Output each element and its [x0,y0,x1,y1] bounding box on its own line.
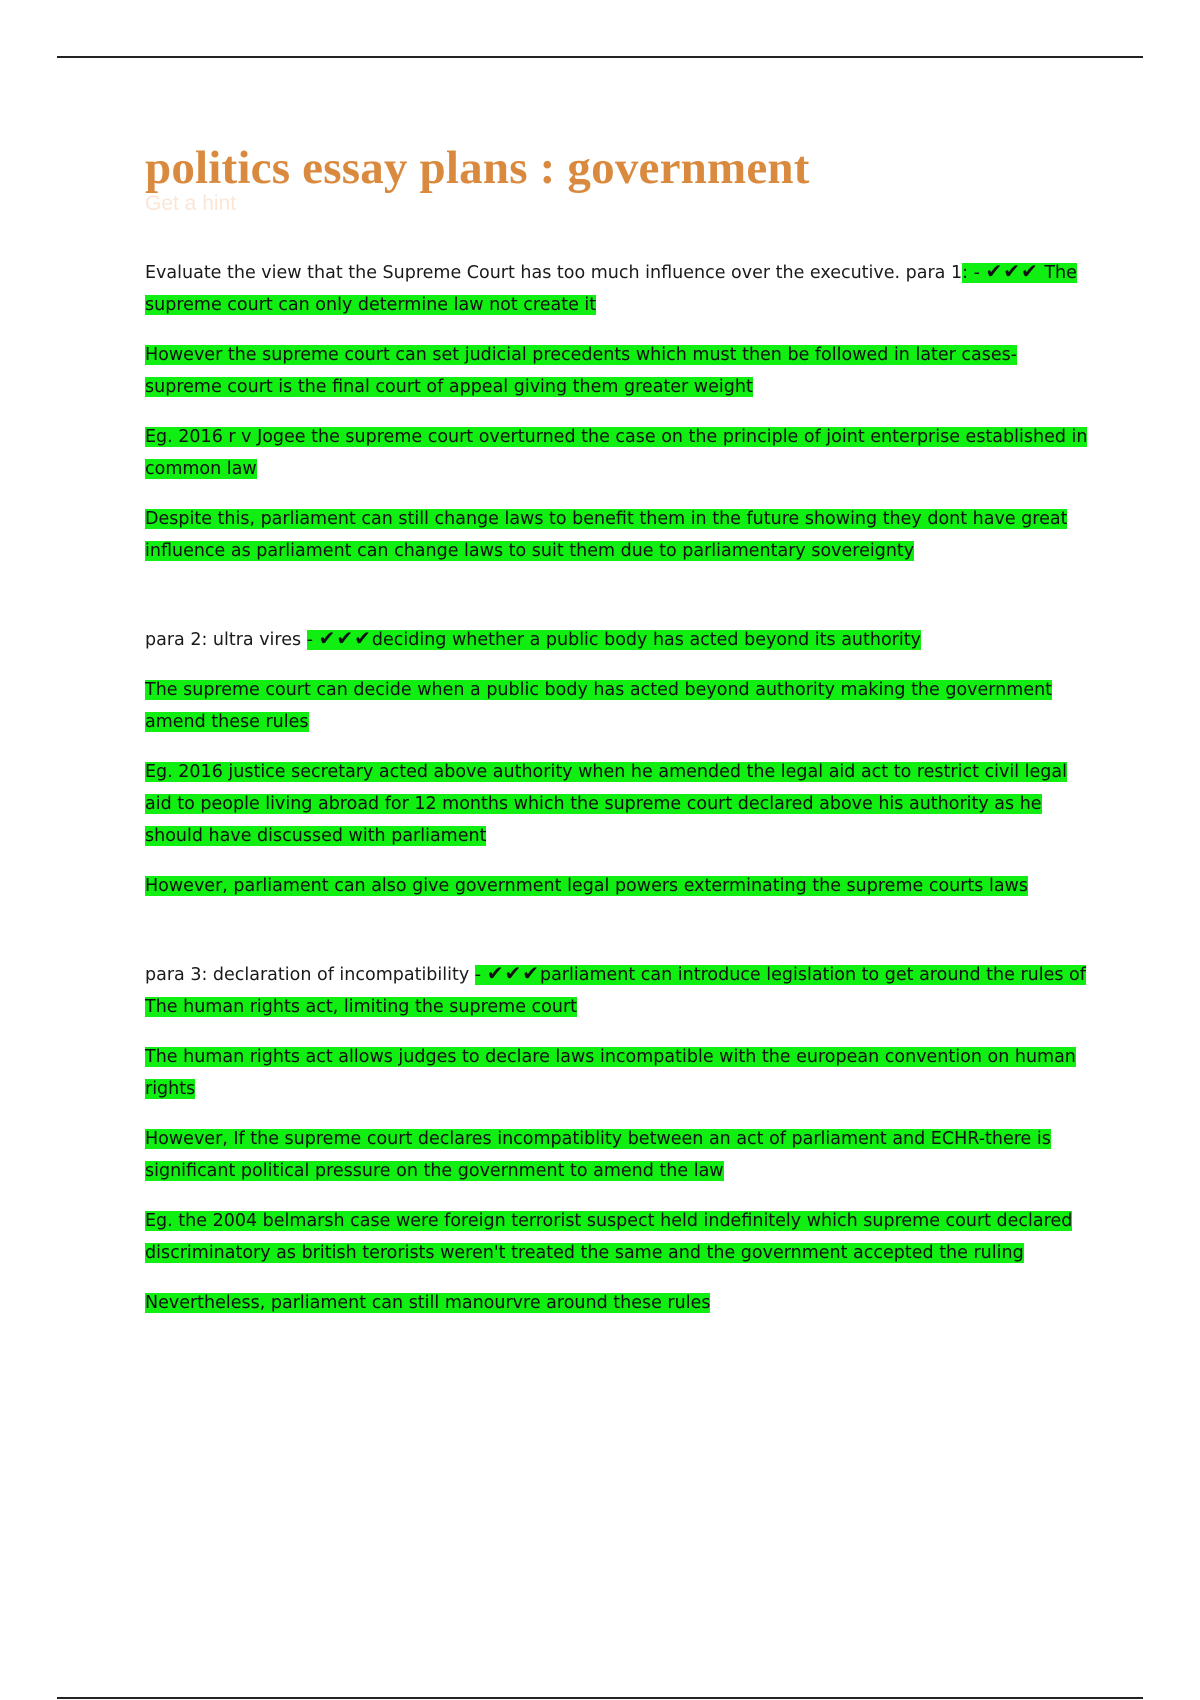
point-item [145,1041,1095,1105]
section-spacer [145,902,1095,957]
question-intro: Evaluate the view that the Supreme Court has too much influence over the executive. para 1 [145,263,963,284]
question-intro: para 3: declaration of incompatibility [145,965,475,986]
point-highlight: However the supreme court can set judicial precedents which must then be followed in later cases- supreme court is the final court of appeal giving them greater weight [145,345,1018,398]
question-line [145,622,1095,656]
section-para-3 [145,957,1095,1319]
answer-text: deciding whether a public body has acted beyond its authority [371,630,921,651]
point-highlight: Despite this, parliament can still change laws to benefit them in the future showing they dont have great influence as parliament can change laws to suit them due to parliamentary sovereignty [145,509,1068,562]
answer-prefix: - [474,965,487,986]
hint-text: Get a hint [145,192,237,216]
document-title: politics essay plans : government [145,142,810,194]
point-item [145,1287,1095,1319]
answer-prefix: - [306,630,319,651]
checkmarks: ✔✔✔ [486,961,540,986]
point-item [145,674,1095,738]
answer-highlight [306,626,921,651]
checkmarks: ✔✔✔ [318,626,372,651]
question-line [145,255,1095,321]
point-highlight: Nevertheless, parliament can still manourvre around these rules [145,1293,711,1314]
point-highlight: However, parliament can also give government legal powers exterminating the supreme courts laws [145,876,1028,897]
point-highlight: However, If the supreme court declares incompatiblity between an act of parliament and ECHR-there is significant political pressure on the government to amend the law [145,1129,1051,1182]
top-rule [57,56,1143,58]
point-item [145,421,1095,485]
point-item [145,1205,1095,1269]
point-highlight: Eg. 2016 r v Jogee the supreme court overturned the case on the principle of joint enterprise established in common law [145,427,1088,480]
point-highlight: Eg. 2016 justice secretary acted above authority when he amended the legal aid act to restrict civil legal aid to people living abroad for 12 months which the supreme court declared above his authority as he should have discussed with parliament [145,762,1067,847]
point-item [145,339,1095,403]
point-highlight: The human rights act allows judges to declare laws incompatible with the european convention on human rights [145,1047,1076,1100]
point-highlight: The supreme court can decide when a public body has acted beyond authority making the government amend these rules [145,680,1053,733]
point-item [145,503,1095,567]
answer-text: The supreme court can only determine law not create it [145,263,1077,316]
section-spacer [145,567,1095,622]
point-highlight: Eg. the 2004 belmarsh case were foreign terrorist suspect held indefinitely which supreme court declared discriminatory as british terorists weren't treated the same and the government accepted the ruling [145,1211,1073,1264]
question-line [145,957,1095,1023]
answer-prefix: : - [962,263,986,284]
point-item [145,756,1095,852]
question-intro: para 2: ultra vires [145,630,307,651]
checkmarks: ✔✔✔ [985,259,1039,284]
point-item [145,870,1095,902]
section-para-2 [145,622,1095,902]
document-page [145,140,1095,1319]
section-para-1 [145,255,1095,567]
document-content [145,255,1095,1319]
point-item [145,1123,1095,1187]
answer-text: parliament can introduce legislation to get around the rules of The human rights act, limiting the supreme court [145,965,1086,1018]
bottom-rule [57,1697,1143,1699]
